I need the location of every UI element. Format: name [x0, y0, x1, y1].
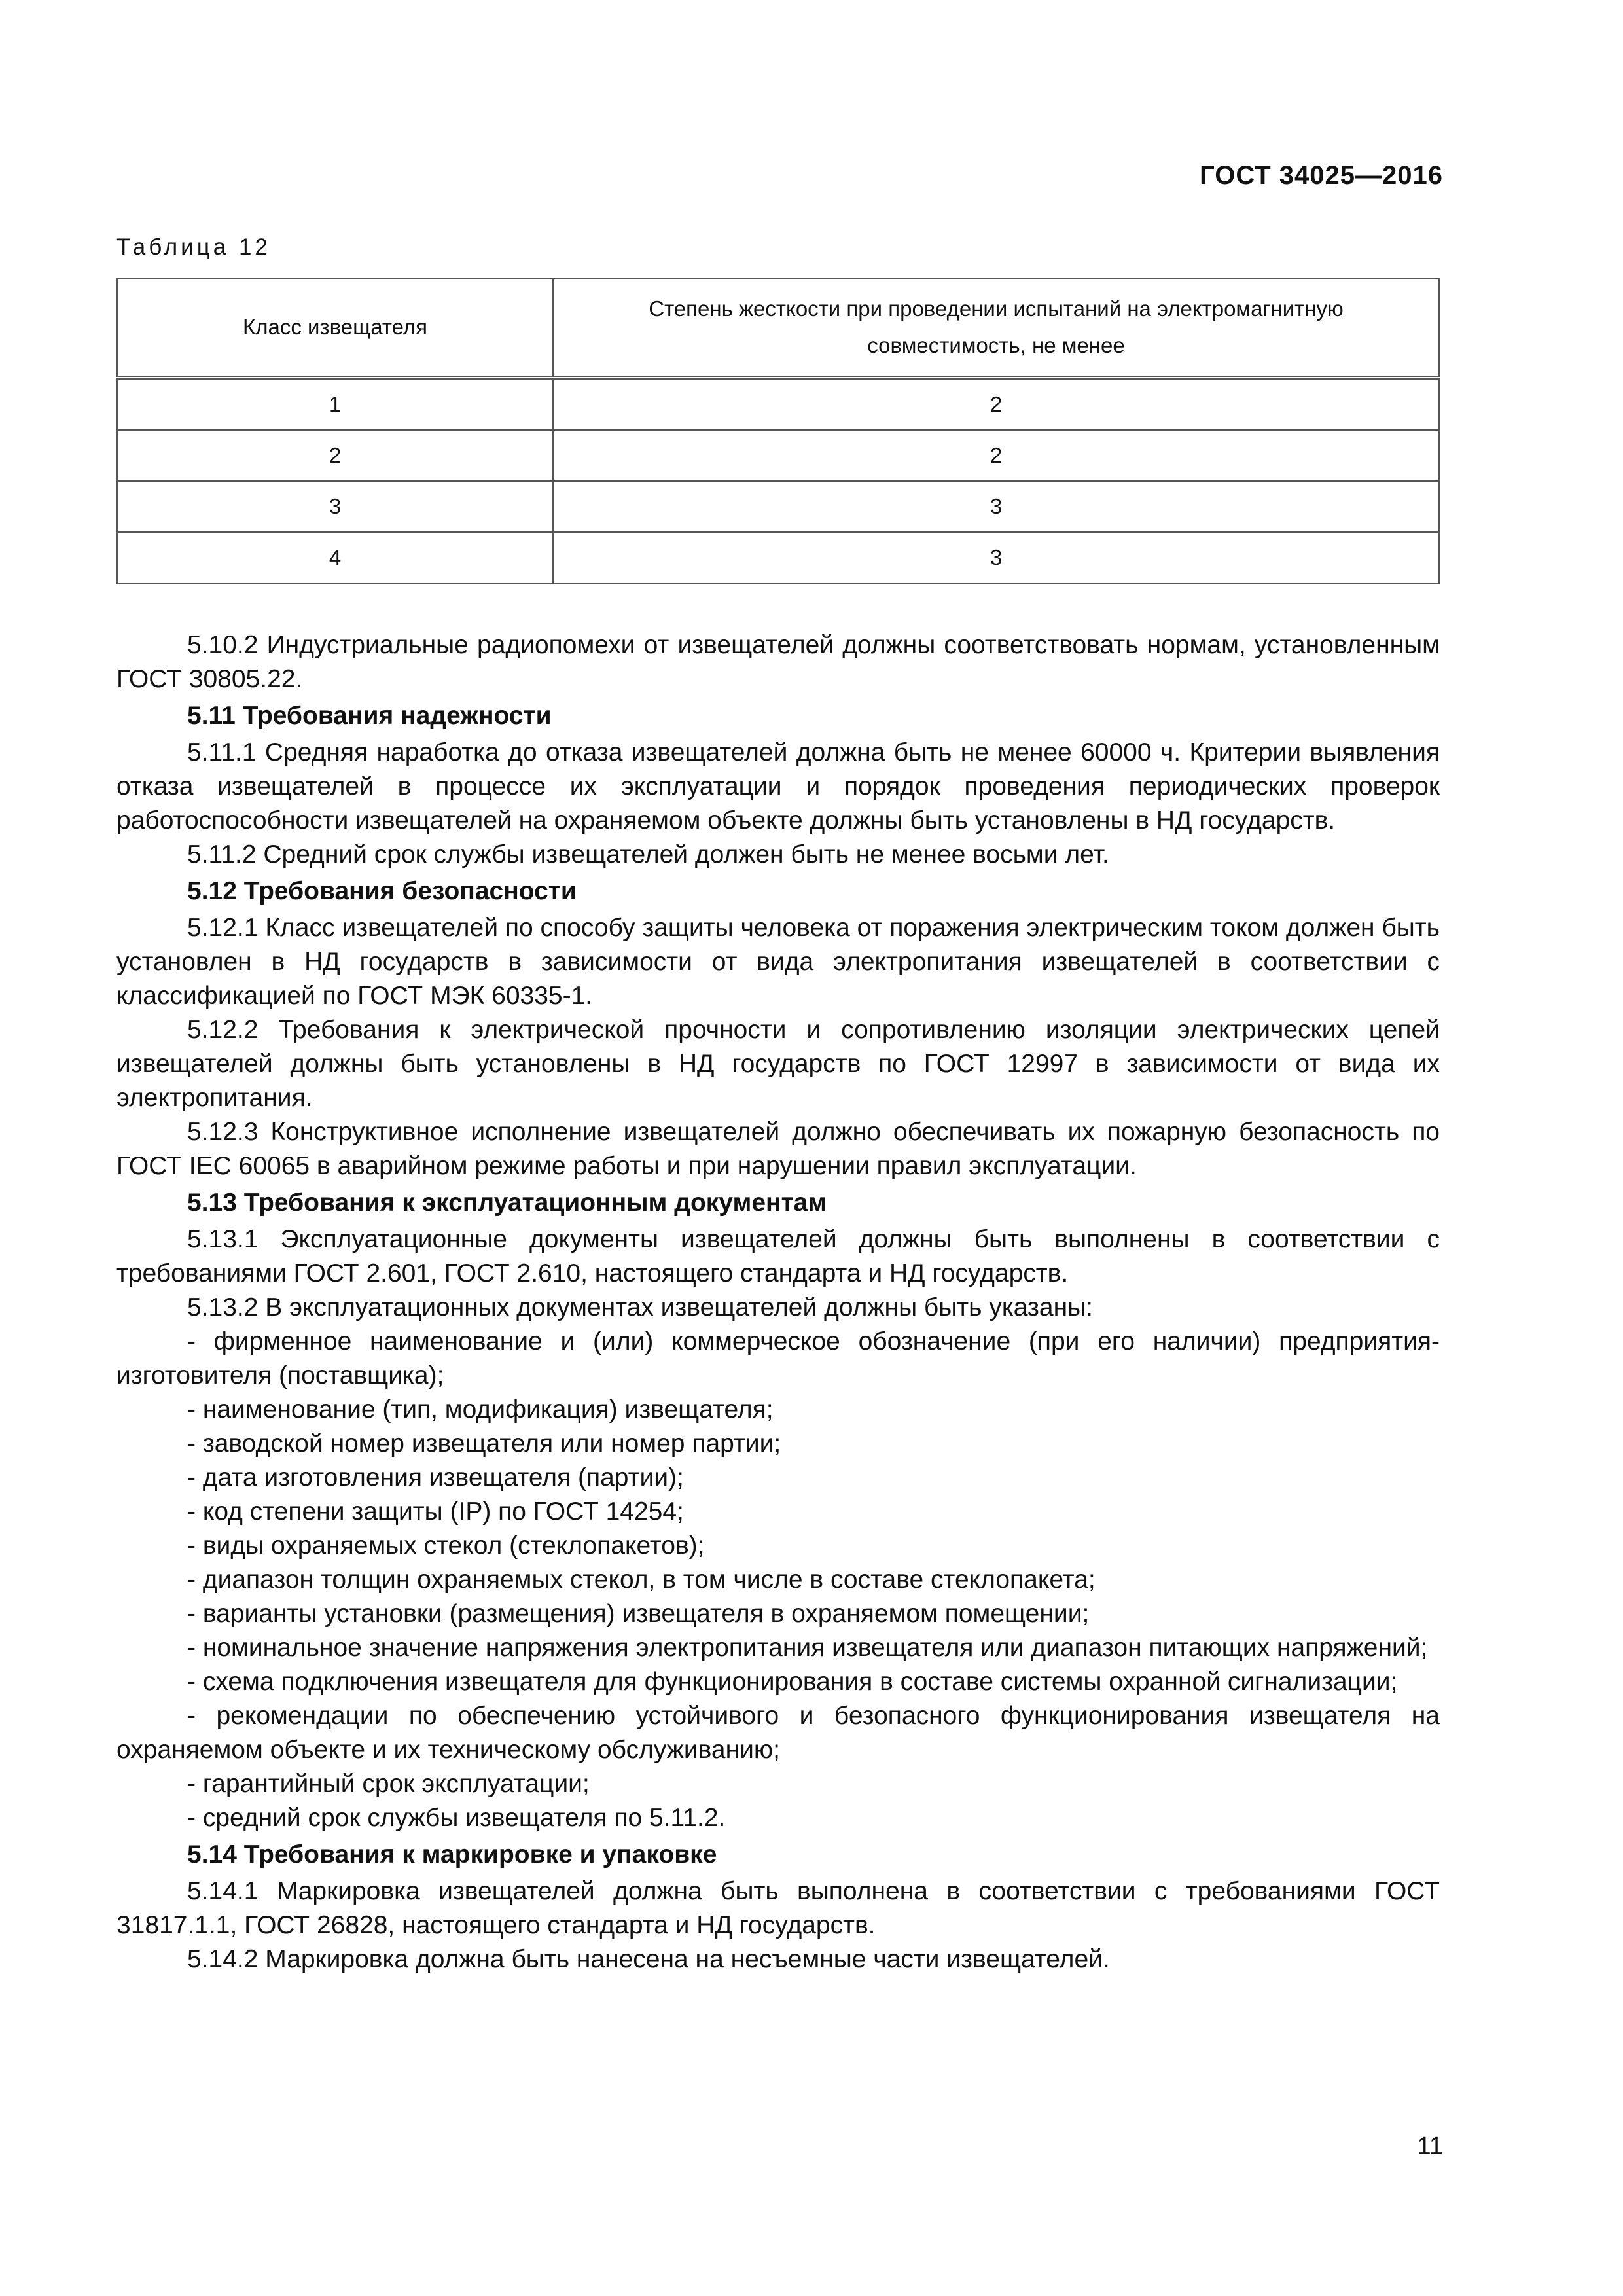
- header-severity: [553, 278, 1439, 378]
- list-item: - наименование (тип, модификация) извещателя;: [187, 1395, 774, 1424]
- cell-severity: 2: [553, 430, 1439, 481]
- table-row: [117, 481, 1439, 532]
- list-item: - фирменное наименование и (или) коммерческое обозначение (при его наличии) предприятия-изготовителя (поставщика);: [116, 1327, 1440, 1390]
- paragraph-5-11-2: 5.11.2 Средний срок службы извещателей должен быть не менее восьми лет.: [187, 840, 1109, 869]
- paragraph-5-12-3: 5.12.3 Конструктивное исполнение извещателей должно обеспечивать их пожарную безопасность по ГОСТ IEC 60065 в аварийном режиме работы и при нарушении правил эксплуатации.: [116, 1118, 1440, 1180]
- table-row: [117, 430, 1439, 481]
- cell-severity: 3: [553, 532, 1439, 583]
- cell-class: 1: [117, 378, 553, 430]
- table-row: [117, 378, 1439, 430]
- paragraph-5-13-2: 5.13.2 В эксплуатационных документах извещателей должны быть указаны:: [187, 1293, 1093, 1321]
- table-header-row: [117, 278, 1439, 378]
- list-item: - рекомендации по обеспечению устойчивого и безопасного функционирования извещателя на охраняемом объекте и их техническому обслуживанию;: [116, 1702, 1440, 1764]
- list-item: - код степени защиты (IP) по ГОСТ 14254;: [187, 1498, 684, 1526]
- list-item: - схема подключения извещателя для функционирования в составе системы охранной сигнализации;: [187, 1668, 1398, 1696]
- paragraph-5-14-1: 5.14.1 Маркировка извещателей должна быть выполнена в соответствии с требованиями ГОСТ 31817.1.1, ГОСТ 26828, настоящего стандарта и НД государств.: [116, 1877, 1440, 1939]
- document-code: ГОСТ 34025—2016: [1200, 161, 1443, 190]
- emc-severity-table: [116, 278, 1440, 584]
- document-body: [116, 628, 1440, 1977]
- list-item: - дата изготовления извещателя (партии);: [187, 1463, 684, 1492]
- list-item: - варианты установки (размещения) извещателя в охраняемом помещении;: [187, 1600, 1090, 1628]
- heading-5-13: 5.13 Требования к эксплуатационным документам: [187, 1189, 827, 1217]
- cell-severity: 2: [553, 378, 1439, 430]
- cell-severity: 3: [553, 481, 1439, 532]
- table-caption: Таблица 12: [116, 234, 271, 260]
- list-item: - номинальное значение напряжения электропитания извещателя или диапазон питающих напряжений;: [187, 1634, 1428, 1662]
- list-item: - гарантийный срок эксплуатации;: [187, 1770, 590, 1798]
- cell-class: 3: [117, 481, 553, 532]
- paragraph-5-12-1: 5.12.1 Класс извещателей по способу защиты человека от поражения электрическим током должен быть установлен в НД государств в зависимости от вида электропитания извещателей в соответствии с классификацией по ГОСТ МЭК 60335-1.: [116, 914, 1440, 1010]
- paragraph-5-12-2: 5.12.2 Требования к электрической прочности и сопротивлению изоляции электрических цепей извещателей должны быть установлены в НД государств по ГОСТ 12997 в зависимости от вида их электропитания.: [116, 1016, 1440, 1112]
- heading-5-12: 5.12 Требования безопасности: [187, 877, 577, 905]
- list-item: - заводской номер извещателя или номер партии;: [187, 1429, 781, 1458]
- list-item: - диапазон толщин охраняемых стекол, в том числе в составе стеклопакета;: [187, 1566, 1096, 1594]
- cell-class: 2: [117, 430, 553, 481]
- header-severity-text: Степень жесткости при проведении испытаний на электромагнитную совместимость, не менее: [649, 296, 1344, 357]
- cell-class: 4: [117, 532, 553, 583]
- list-item: - виды охраняемых стекол (стеклопакетов);: [187, 1532, 705, 1560]
- header-class: Класс извещателя: [117, 278, 553, 378]
- paragraph-5-10-2: 5.10.2 Индустриальные радиопомехи от извещателей должны соответствовать нормам, установленным ГОСТ 30805.22.: [116, 631, 1440, 693]
- paragraph-5-11-1: 5.11.1 Средняя наработка до отказа извещателей должна быть не менее 60000 ч. Критерии выявления отказа извещателей в процессе их эксплуатации и порядок проведения периодических проверок работоспособности извещателей на охраняемом объекте должны быть установлены в НД государств.: [116, 738, 1440, 834]
- heading-5-11: 5.11 Требования надежности: [187, 702, 552, 730]
- list-item: - средний срок службы извещателя по 5.11.2.: [187, 1804, 726, 1832]
- heading-5-14: 5.14 Требования к маркировке и упаковке: [187, 1840, 717, 1869]
- table-row: [117, 532, 1439, 583]
- paragraph-5-14-2: 5.14.2 Маркировка должна быть нанесена на несъемные части извещателей.: [187, 1945, 1110, 1973]
- page-number: 11: [1417, 2132, 1443, 2160]
- paragraph-5-13-1: 5.13.1 Эксплуатационные документы извещателей должны быть выполнены в соответствии с требованиями ГОСТ 2.601, ГОСТ 2.610, настоящего стандарта и НД государств.: [116, 1225, 1440, 1287]
